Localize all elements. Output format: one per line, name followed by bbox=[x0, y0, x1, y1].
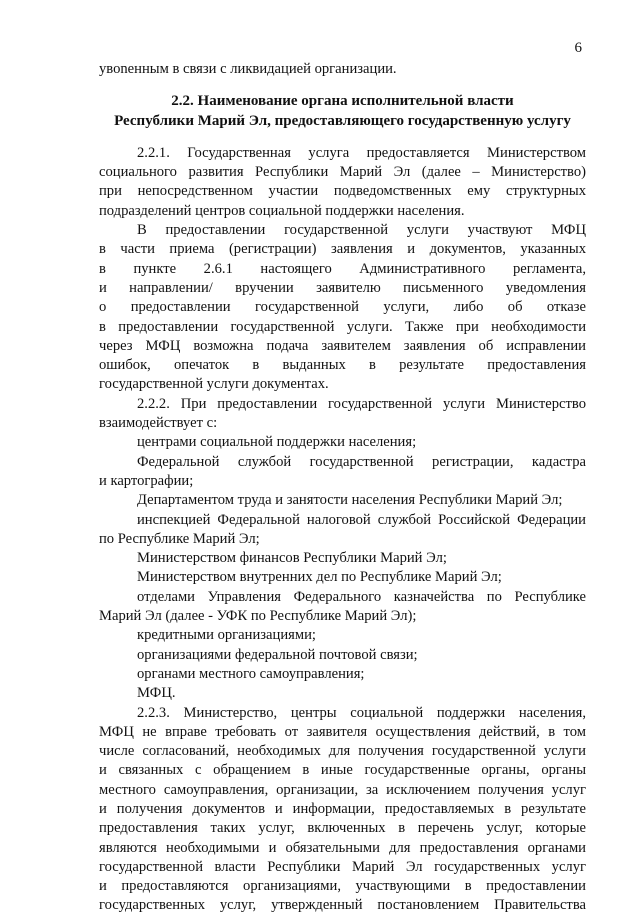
text-line: увоnенным в связи с ликвидацией организации. bbox=[99, 61, 397, 77]
paragraph-line: в пункте 2.6.1 настоящего Административного регламента, bbox=[99, 260, 586, 277]
paragraph-line: и получения документов и информации, предоставляемых в результате bbox=[99, 800, 586, 817]
paragraph-line: В предоставлении государственной услуги участвуют МФЦ bbox=[137, 222, 586, 239]
paragraph-line: ошибок, опечаток в выданных в результате предоставления bbox=[99, 357, 586, 374]
paragraph-line: предоставления таких услуг, включенных в перечень услуг, которые bbox=[99, 820, 586, 837]
paragraph-line: и предоставляются организациями, участвующими в предоставлении bbox=[99, 878, 586, 895]
paragraph-line: о предоставлении государственной услуги, либо об отказе bbox=[99, 299, 586, 316]
paragraph-line: через МФЦ возможна подача заявителем заявления об исправлении bbox=[99, 337, 586, 354]
list-item: инспекцией Федеральной налоговой службой Российской Федерации bbox=[137, 511, 586, 528]
document-body bbox=[99, 60, 586, 916]
list-item: Департаментом труда и занятости населения Республики Марий Эл; bbox=[137, 492, 563, 509]
list-item: организациями федеральной почтовой связи; bbox=[137, 646, 418, 663]
paragraph-line: МФЦ не вправе требовать от заявителя осуществления действий, в том bbox=[99, 723, 586, 740]
list-item: Министерством финансов Республики Марий Эл; bbox=[137, 550, 447, 567]
paragraph-line: числе согласований, необходимых для получения государственной услуги bbox=[99, 743, 586, 760]
list-item: МФЦ. bbox=[137, 685, 176, 702]
list-item: кредитными организациями; bbox=[137, 627, 316, 644]
paragraph-line: в части приема (регистрации) заявления и документов, указанных bbox=[99, 241, 586, 258]
paragraph-line: являются необходимыми и обязательными для предоставления органами bbox=[99, 839, 586, 856]
list-item: Марий Эл (далее - УФК по Республике Марий Эл); bbox=[99, 608, 417, 625]
list-item: и картографии; bbox=[99, 472, 194, 489]
paragraph-line: и направлении/ вручении заявителю письменного уведомления bbox=[99, 279, 586, 296]
page-number: 6 bbox=[574, 40, 582, 56]
section-heading: 2.2. Наименование органа исполнительной власти bbox=[171, 93, 514, 110]
section-heading: Республики Марий Эл, предоставляющего государственную услугу bbox=[114, 112, 571, 129]
list-item: центрами социальной поддержки населения; bbox=[137, 434, 417, 451]
paragraph-line: подразделений центров социальной поддержки населения. bbox=[99, 202, 465, 219]
list-item: отделами Управления Федерального казначейства по Республике bbox=[137, 588, 586, 605]
paragraph-line: и связанных с обращением в иные государственные органы, органы bbox=[99, 762, 586, 779]
list-item: органами местного самоуправления; bbox=[137, 665, 365, 682]
paragraph-line: 2.2.1. Государственная услуга предоставляется Министерством bbox=[137, 144, 586, 161]
paragraph-line: при непосредственном участии подведомственных ему структурных bbox=[99, 183, 586, 200]
list-item: по Республике Марий Эл; bbox=[99, 530, 260, 547]
paragraph-line: социального развития Республики Марий Эл (далее – Министерство) bbox=[99, 164, 586, 181]
paragraph-line: 2.2.3. Министерство, центры социальной поддержки населения, bbox=[137, 704, 586, 721]
paragraph-line: государственных услуг, утвержденный постановлением Правительства bbox=[99, 897, 586, 914]
paragraph-line: в предоставлении государственной услуги. Также при необходимости bbox=[99, 318, 586, 335]
paragraph-line: государственной власти Республики Марий Эл государственных услуг bbox=[99, 858, 586, 875]
paragraph-line: 2.2.2. При предоставлении государственной услуги Министерство bbox=[137, 395, 586, 412]
paragraph-line: местного самоуправления, организации, за исключением получения услуг bbox=[99, 781, 586, 798]
paragraph-line: взаимодействует с: bbox=[99, 415, 218, 432]
paragraph-line: государственной услуги документах. bbox=[99, 376, 329, 393]
list-item: Федеральной службой государственной регистрации, кадастра bbox=[137, 453, 586, 470]
list-item: Министерством внутренних дел по Республике Марий Эл; bbox=[137, 569, 502, 586]
